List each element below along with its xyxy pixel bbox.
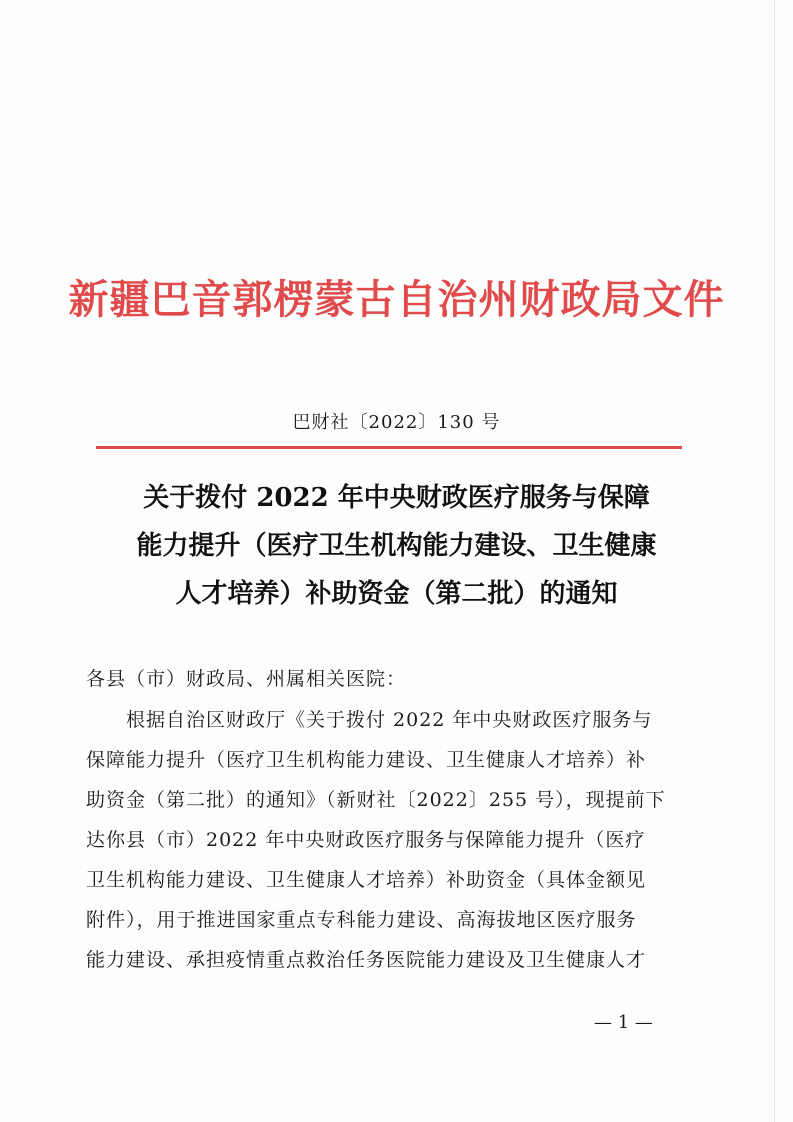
body-line: 卫生机构能力建设、卫生健康人才培养）补助资金（具体金额见	[86, 869, 647, 891]
document-number: 巴财社〔2022〕130 号	[292, 412, 501, 433]
body-line: 助资金（第二批）的通知》（新财社〔2022〕255 号），现提前下	[86, 789, 666, 811]
title-line-1: 关于拨付 2022 年中央财政医疗服务与保障	[143, 483, 650, 513]
document-title	[0, 474, 793, 618]
body-line: 根据自治区财政厅《关于拨付 2022 年中央财政医疗服务与	[126, 709, 653, 731]
issuing-authority-header: 新疆巴音郭楞蒙古自治州财政局文件	[68, 276, 725, 323]
title-line-3: 人才培养）补助资金（第二批）的通知	[175, 579, 618, 609]
body-line: 保障能力提升（医疗卫生机构能力建设、卫生健康人才培养）补	[86, 749, 647, 771]
body-line: 能力建设、承担疫情重点救治任务医院能力建设及卫生健康人才	[86, 949, 647, 971]
body-paragraph	[86, 700, 716, 980]
body-line: 达你县（市）2022 年中央财政医疗服务与保障能力提升（医疗	[86, 829, 646, 851]
title-line-2: 能力提升（医疗卫生机构能力建设、卫生健康	[136, 531, 657, 561]
page-number: — 1 —	[594, 1012, 653, 1033]
red-divider-line	[96, 446, 682, 449]
body-line: 附件），用于推进国家重点专科能力建设、高海拔地区医疗服务	[86, 909, 637, 931]
salutation: 各县（市）财政局、州属相关医院：	[86, 668, 407, 690]
